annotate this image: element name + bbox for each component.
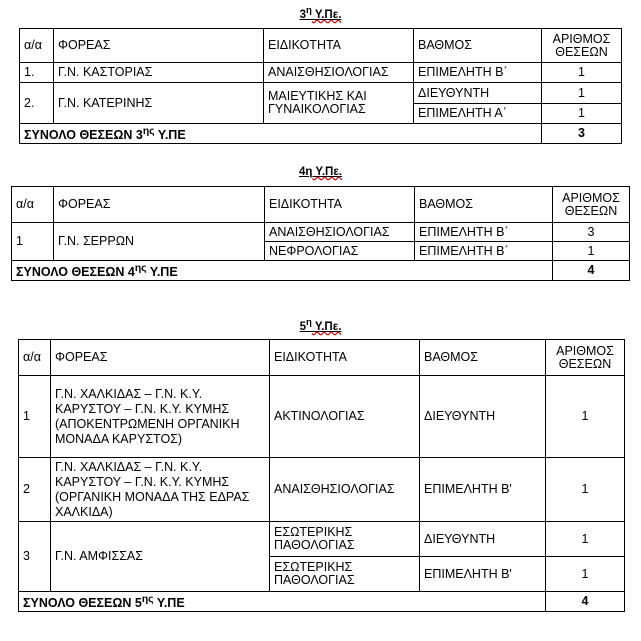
table-row <box>19 522 625 557</box>
cell-arithmos: 3 <box>553 223 630 242</box>
cell-arithmos: 1 <box>546 458 625 522</box>
heading-text: Υ.Πε. <box>311 8 342 21</box>
table-row <box>20 83 622 104</box>
cell-eidikotita: ΑΝΑΙΣΘΗΣΙΟΛΟΓΙΑΣ <box>265 223 415 242</box>
cell-arithmos: 1 <box>546 522 625 557</box>
total-value: 4 <box>546 592 625 612</box>
cell-eidikotita: ΑΝΑΙΣΘΗΣΙΟΛΟΓΙΑΣ <box>264 63 414 83</box>
header-aa: α/α <box>20 29 54 63</box>
cell-aa: 3 <box>19 522 51 592</box>
header-aa: α/α <box>19 340 51 376</box>
cell-vathmos: ΕΠΙΜΕΛΗΤΗ Α΄ <box>414 104 542 124</box>
section-heading-4 <box>0 166 641 178</box>
header-foreas: ΦΟΡΕΑΣ <box>54 187 265 223</box>
header-arithmos: ΑΡΙΘΜΟΣ ΘΕΣΕΩΝ <box>542 29 622 63</box>
heading-number: 5 <box>299 320 306 333</box>
cell-aa: 2. <box>20 83 54 124</box>
section-heading-3 <box>0 5 641 21</box>
cell-aa: 1 <box>19 376 51 458</box>
header-vathmos: ΒΑΘΜΟΣ <box>420 340 546 376</box>
table-header-row <box>19 340 625 376</box>
cell-foreas: Γ.Ν. ΚΑΤΕΡΙΝΗΣ <box>54 83 264 124</box>
heading-text: Υ.Πε. <box>311 320 342 333</box>
cell-eidikotita: ΜΑΙΕΥΤΙΚΗΣ ΚΑΙ ΓΥΝΑΙΚΟΛΟΓΙΑΣ <box>264 83 414 124</box>
header-foreas: ΦΟΡΕΑΣ <box>51 340 270 376</box>
cell-aa: 1 <box>12 223 54 261</box>
heading-superscript: η <box>305 5 312 16</box>
header-eidikotita: ΕΙΔΙΚΟΤΗΤΑ <box>264 29 414 63</box>
section-heading-5 <box>0 317 641 333</box>
positions-table-4 <box>11 186 630 281</box>
table-row <box>19 458 625 522</box>
total-label: ΣΥΝΟΛΟ ΘΕΣΕΩΝ $3^{\eta\varsigma}$ Υ.ΠΕ <box>20 124 542 144</box>
cell-arithmos: 1 <box>542 63 622 83</box>
cell-foreas: Γ.Ν. ΣΕΡΡΩΝ <box>54 223 265 261</box>
cell-eidikotita: ΑΚΤΙΝΟΛΟΓΙΑΣ <box>270 376 420 458</box>
header-vathmos: ΒΑΘΜΟΣ <box>414 29 542 63</box>
heading-superscript: η <box>305 317 312 328</box>
heading-number: 3 <box>299 8 306 21</box>
cell-aa: 2 <box>19 458 51 522</box>
cell-eidikotita: ΕΣΩΤΕΡΙΚΗΣ ΠΑΘΟΛΟΓΙΑΣ <box>270 557 420 592</box>
cell-aa: 1. <box>20 63 54 83</box>
cell-vathmos: ΔΙΕΥΘΥΝΤΗ <box>414 83 542 104</box>
header-arithmos: ΑΡΙΘΜΟΣ ΘΕΣΕΩΝ <box>546 340 625 376</box>
cell-arithmos: 1 <box>546 376 625 458</box>
cell-eidikotita: ΑΝΑΙΣΘΗΣΙΟΛΟΓΙΑΣ <box>270 458 420 522</box>
cell-foreas: Γ.Ν. ΧΑΛΚΙΔΑΣ – Γ.Ν. Κ.Υ. ΚΑΡΥΣΤΟΥ – Γ.Ν. Κ.Υ. ΚΥΜΗΣ (ΟΡΓΑΝΙΚΗ ΜΟΝΑΔΑ ΤΗΣ ΕΔΡΑΣ ΧΑΛΚΙΔΑ) <box>51 458 270 522</box>
table-header-row <box>12 187 630 223</box>
heading-number: 4η <box>299 166 313 178</box>
cell-vathmos: ΕΠΙΜΕΛΗΤΗ Β' <box>420 458 546 522</box>
cell-foreas: Γ.Ν. ΚΑΣΤΟΡΙΑΣ <box>54 63 264 83</box>
cell-eidikotita: ΝΕΦΡΟΛΟΓΙΑΣ <box>265 242 415 261</box>
total-row <box>12 261 630 281</box>
header-foreas: ΦΟΡΕΑΣ <box>54 29 264 63</box>
cell-vathmos: ΔΙΕΥΘΥΝΤΗ <box>420 376 546 458</box>
total-label: ΣΥΝΟΛΟ ΘΕΣΕΩΝ $4^{\eta\varsigma}$ Υ.ΠΕ <box>12 261 553 281</box>
cell-eidikotita: ΕΣΩΤΕΡΙΚΗΣ ΠΑΘΟΛΟΓΙΑΣ <box>270 522 420 557</box>
cell-foreas: Γ.Ν. ΧΑΛΚΙΔΑΣ – Γ.Ν. Κ.Υ. ΚΑΡΥΣΤΟΥ – Γ.Ν. Κ.Υ. ΚΥΜΗΣ (ΑΠΟΚΕΝΤΡΩΜΕΝΗ ΟΡΓΑΝΙΚΗ ΜΟΝΑΔΑ ΚΑΡΥΣΤΟΣ) <box>51 376 270 458</box>
total-value: 3 <box>542 124 622 144</box>
table-header-row <box>20 29 622 63</box>
cell-vathmos: ΕΠΙΜΕΛΗΤΗ Β΄ <box>415 223 553 242</box>
cell-arithmos: 1 <box>546 557 625 592</box>
heading-text: Υ.Πε. <box>312 166 342 178</box>
header-eidikotita: ΕΙΔΙΚΟΤΗΤΑ <box>265 187 415 223</box>
positions-table-3 <box>19 28 622 144</box>
header-arithmos: ΑΡΙΘΜΟΣ ΘΕΣΕΩΝ <box>553 187 630 223</box>
table-row <box>20 63 622 83</box>
header-aa: α/α <box>12 187 54 223</box>
total-row <box>19 592 625 612</box>
cell-arithmos: 1 <box>553 242 630 261</box>
cell-arithmos: 1 <box>542 104 622 124</box>
total-row <box>20 124 622 144</box>
header-eidikotita: ΕΙΔΙΚΟΤΗΤΑ <box>270 340 420 376</box>
table-row <box>19 376 625 458</box>
cell-vathmos: ΕΠΙΜΕΛΗΤΗ Β΄ <box>414 63 542 83</box>
total-label: ΣΥΝΟΛΟ ΘΕΣΕΩΝ $5^{\eta\varsigma}$ Υ.ΠΕ <box>19 592 546 612</box>
cell-vathmos: ΕΠΙΜΕΛΗΤΗ Β΄ <box>415 242 553 261</box>
positions-table-5 <box>18 339 625 612</box>
table-row <box>12 223 630 242</box>
cell-foreas: Γ.Ν. ΑΜΦΙΣΣΑΣ <box>51 522 270 592</box>
total-value: 4 <box>553 261 630 281</box>
cell-arithmos: 1 <box>542 83 622 104</box>
cell-vathmos: ΔΙΕΥΘΥΝΤΗ <box>420 522 546 557</box>
header-vathmos: ΒΑΘΜΟΣ <box>415 187 553 223</box>
cell-vathmos: ΕΠΙΜΕΛΗΤΗ Β' <box>420 557 546 592</box>
